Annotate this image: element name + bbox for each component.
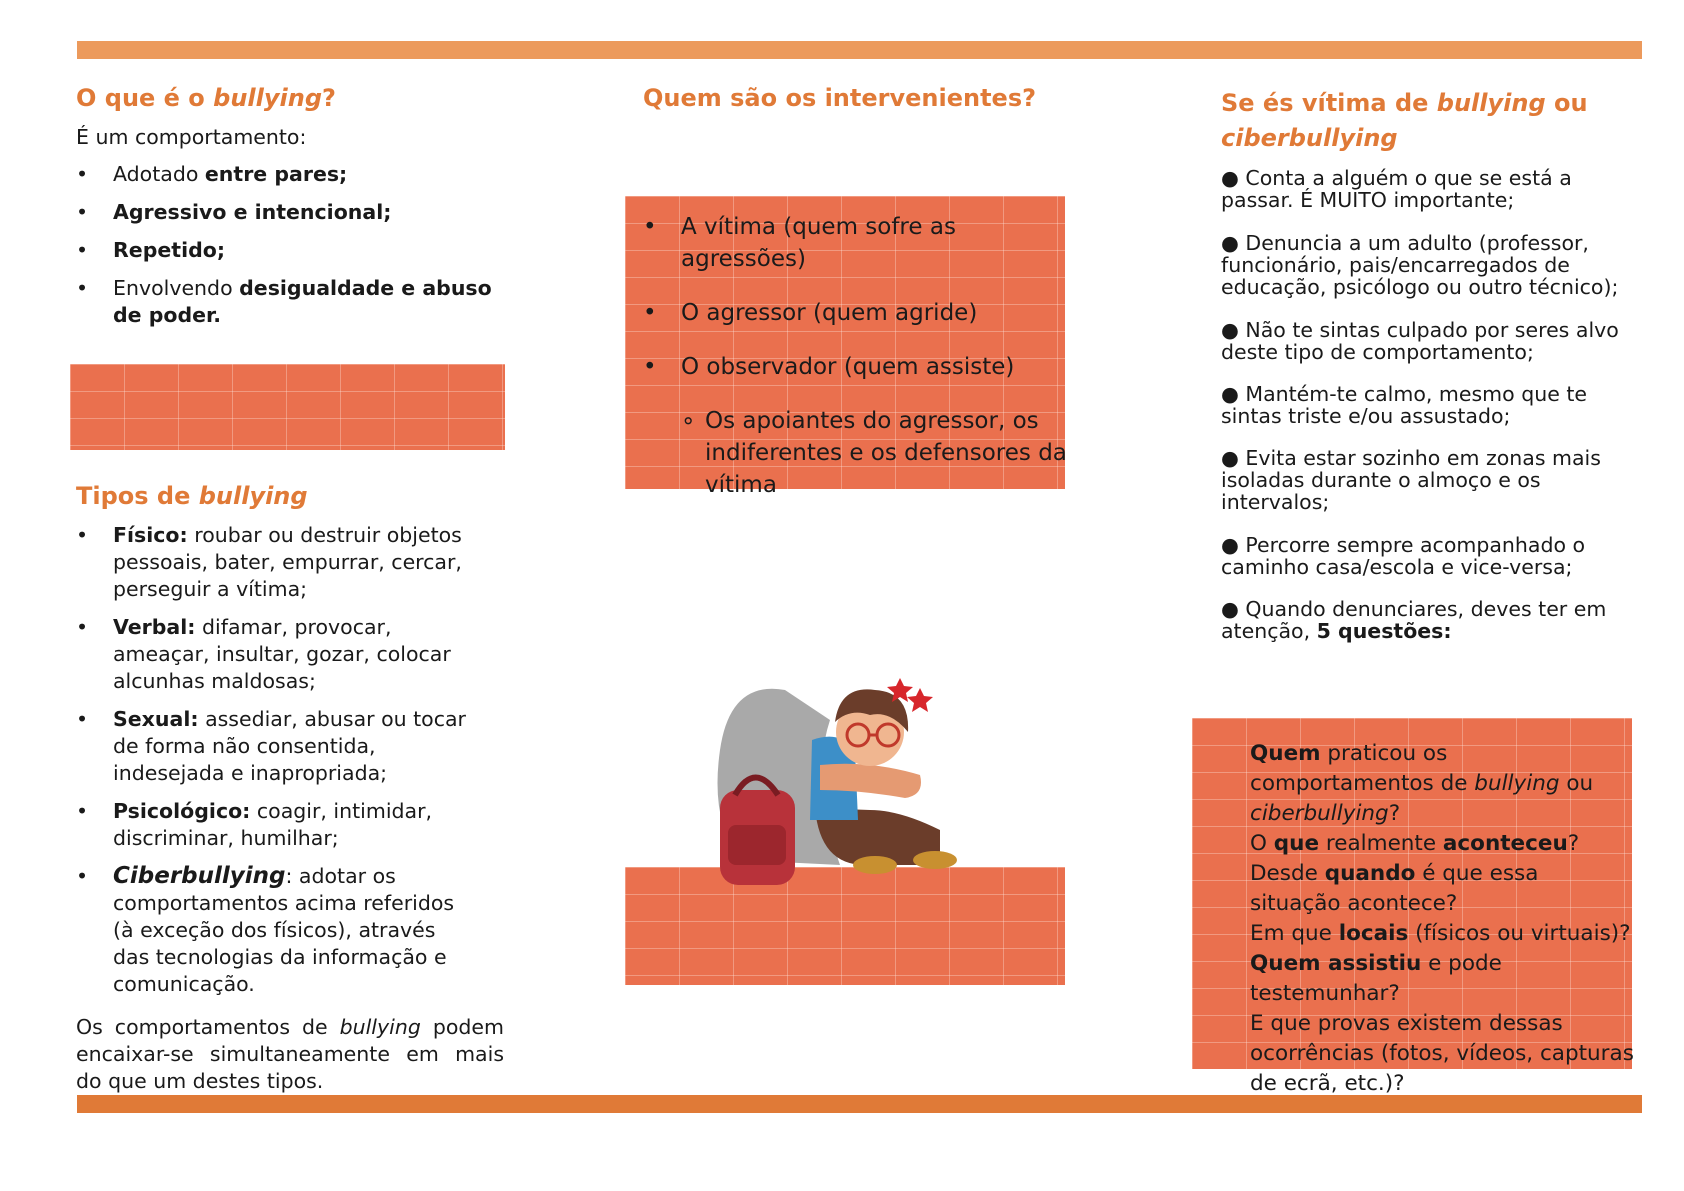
question-evidence: E que provas existem dessas ocorrências (fotos, vídeos, capturas de ecrã, etc.)? (1250, 1011, 1634, 1096)
sad-child-illustration (690, 660, 990, 900)
if-victim-heading: Se és vítima de bullying ou ciberbullying (1221, 89, 1588, 152)
brick-wall-left (70, 364, 505, 450)
list-item: • O observador (quem assiste) (643, 351, 1073, 383)
list-item: • Repetido; (76, 237, 516, 264)
what-is-bullying-heading: O que é o bullying? (76, 84, 336, 112)
backpack-icon (720, 778, 795, 886)
advice-walk-accompanied: ● Percorre sempre acompanhado o caminho casa/escola e vice-versa; (1221, 533, 1586, 579)
list-item: • O agressor (quem agride) (643, 297, 1073, 329)
advice-report-adult: ● Denuncia a um adulto (professor, funcionário, pais/encarregados de educação, psicólogo ou outro técnico); (1221, 231, 1619, 299)
list-item: • Verbal: difamar, provocar, ameaçar, insultar, gozar, colocar alcunhas maldosas; (76, 614, 476, 695)
advice-tell-someone: ● Conta a alguém o que se está a passar. É MUITO importante; (1221, 166, 1572, 212)
types-list (76, 522, 476, 1009)
types-heading: Tipos de bullying (76, 482, 308, 510)
question-who: Quem praticou os comportamentos de bullying ou ciberbullying? (1250, 741, 1594, 826)
list-item: • A vítima (quem sofre as agressões) (643, 211, 1073, 275)
list-item: • Ciberbullying: adotar os comportamentos acima referidos (à exceção dos físicos), através das tecnologias da informação e comunicação. (76, 863, 476, 998)
question-where: Em que locais (físicos ou virtuais)? (1250, 921, 1631, 946)
question-when: Desde quando é que essa situação acontece? (1250, 861, 1539, 916)
list-item: • Envolvendo desigualdade e abuso de poder. (76, 275, 516, 329)
advice-stay-calm: ● Mantém-te calmo, mesmo que te sintas triste e/ou assustado; (1221, 382, 1587, 428)
question-what: O que realmente aconteceu? (1250, 831, 1580, 856)
list-item: • Sexual: assediar, abusar ou tocar de forma não consentida, indesejada e inapropriada; (76, 706, 476, 787)
list-item: • Psicológico: coagir, intimidar, discriminar, humilhar; (76, 798, 476, 852)
participants-heading: Quem são os intervenientes? (643, 84, 1037, 112)
list-item: • Adotado entre pares; (76, 161, 516, 188)
advice-avoid-alone: ● Evita estar sozinho em zonas mais isoladas durante o almoço e os intervalos; (1221, 446, 1601, 514)
intro-text: É um comportamento: (76, 125, 307, 149)
participants-list (643, 211, 1073, 523)
list-item: • Agressivo e intencional; (76, 199, 516, 226)
advice-not-guilty: ● Não te sintas culpado por seres alvo deste tipo de comportamento; (1221, 318, 1619, 364)
sub-list-item: ∘ Os apoiantes do agressor, os indiferentes e os defensores da vítima (681, 405, 1073, 501)
question-witness: Quem assistiu e pode testemunhar? (1250, 951, 1502, 1006)
closing-text: Os comportamentos de bullying podem encaixar-se simultaneamente em mais do que um destes tipos. (76, 1015, 504, 1093)
list-item: • Físico: roubar ou destruir objetos pessoais, bater, empurrar, cercar, perseguir a vítima; (76, 522, 476, 603)
advice-five-questions: ● Quando denunciares, deves ter em atenção, 5 questões: (1221, 597, 1607, 643)
top-decorative-bar (77, 41, 1642, 59)
five-questions-list (1250, 739, 1635, 1099)
traits-list (76, 161, 516, 340)
